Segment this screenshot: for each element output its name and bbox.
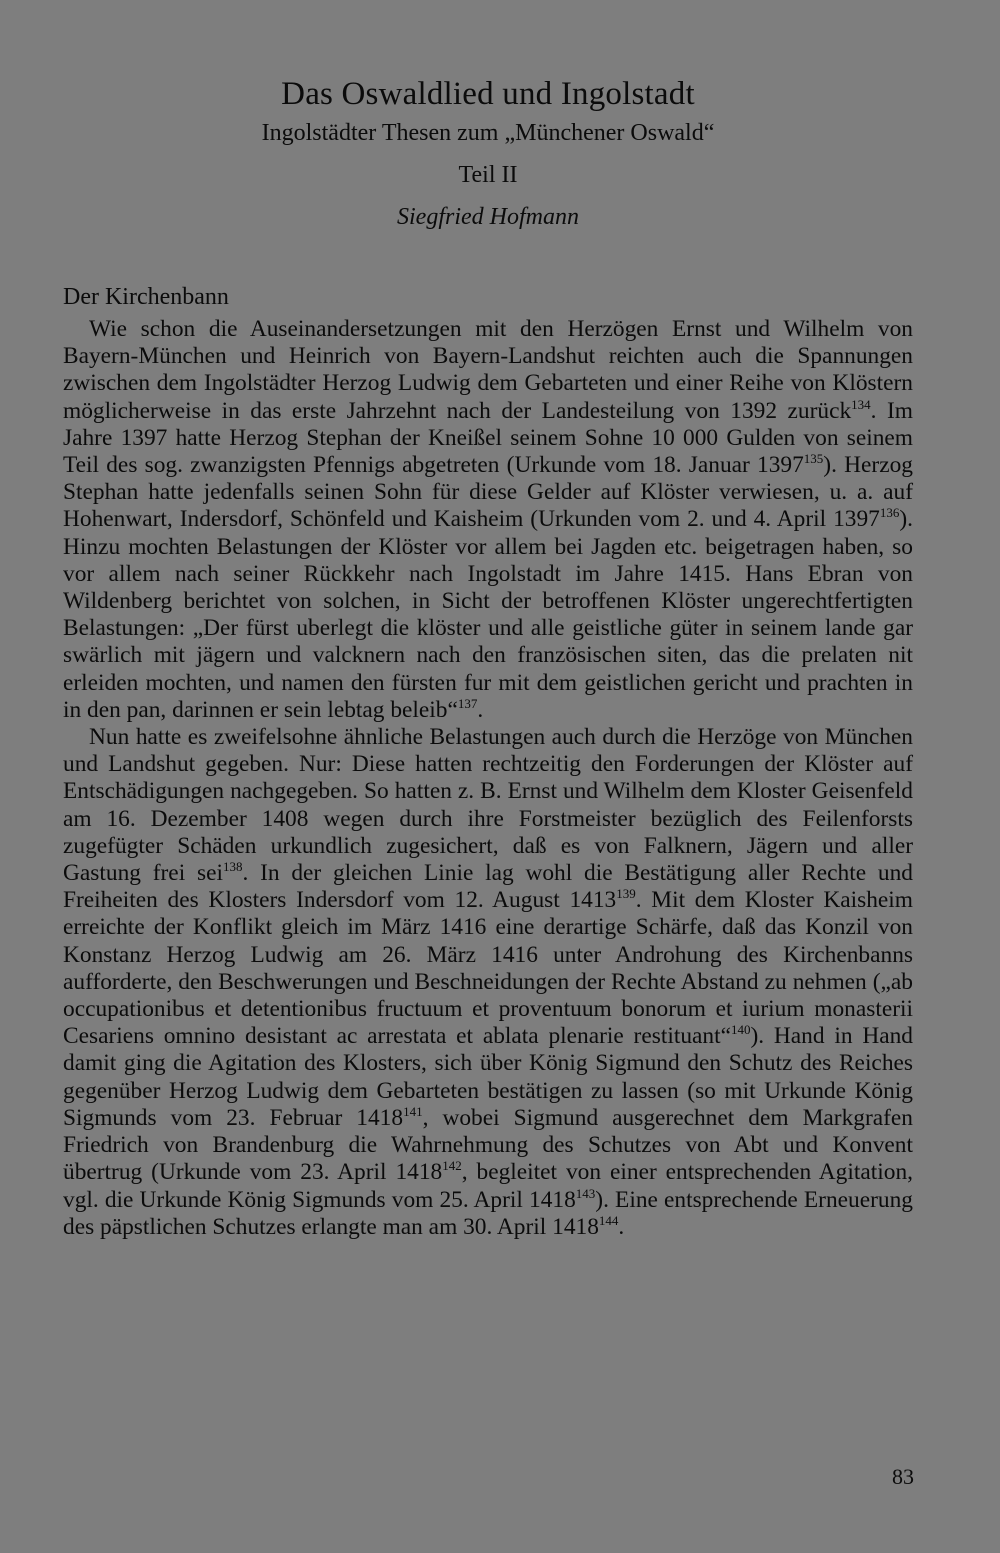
body-paragraph-1: [63, 316, 913, 724]
paragraph-text: ). Eine entsprechende Erneuerung des päpstlichen Schutzes erlangte man am 30. April 1418: [63, 1186, 913, 1240]
paragraph-text: .: [618, 1213, 625, 1240]
paragraph-text: .: [477, 696, 484, 723]
paragraph-text: . Im Jahre 1397 hatte Herzog Stephan der Kneißel seinem Sohne 10 000 Gulden von seinem Teil des sog. zwanzigsten Pfennigs abgetreten (Urkunde vom 18. Januar 1397: [63, 397, 913, 479]
footnote-ref: 143: [575, 1185, 596, 1201]
paragraph-text: , begleitet von einer entsprechenden Agitation, vgl. die Urkunde König Sigmunds vom 25. April 1418: [63, 1159, 913, 1213]
paragraph-text: , wobei Sigmund ausgerechnet dem Markgrafen Friedrich von Brandenburg die Wahrnehmung des Schutzes von Abt und Konvent übertrug (Urkunde vom 23. April 1418: [63, 1104, 913, 1186]
footnote-ref: 136: [879, 505, 900, 521]
body-paragraph-2: [63, 724, 913, 1241]
article-subtitle: Ingolstädter Thesen zum „Münchener Oswald“: [261, 120, 715, 146]
footnote-ref: 141: [403, 1103, 423, 1119]
paragraph-text: Wie schon die Auseinandersetzungen mit den Herzögen Ernst und Wilhelm von Bayern-München und Heinrich von Bayern-Landshut reichten auch die Spannungen zwischen dem Ingolstädter Herzog Ludwig dem Gebarteten und einer Reihe von Klöstern möglicherweise in das erste Jahrzehnt nach der Landesteilung von 1392 zurück: [63, 316, 913, 424]
part-label: Teil II: [458, 162, 518, 188]
footnote-ref: 142: [442, 1158, 462, 1174]
paragraph-text: ). Herzog Stephan hatte jedenfalls seinen Sohn für diese Gelder auf Klöster verwiesen, u. a. auf Hohenwart, Indersdorf, Schönfeld und Kaisheim (Urkunden vom 2. und 4. April 1397: [63, 452, 913, 533]
section-heading: Der Kirchenbann: [63, 284, 229, 310]
author-name: Siegfried Hofmann: [397, 204, 579, 230]
article-title: Das Oswaldlied und Ingolstadt: [281, 76, 695, 112]
footnote-ref: 144: [598, 1212, 619, 1228]
document-page: [63, 72, 913, 1512]
footnote-ref: 137: [457, 695, 478, 711]
footnote-ref: 134: [851, 396, 871, 412]
footnote-ref: 140: [730, 1022, 751, 1038]
footnote-ref: 139: [616, 886, 636, 902]
paragraph-text: . In der gleichen Linie lag wohl die Bestätigung aller Rechte und Freiheiten des Klosters Indersdorf vom 12. August 1413: [63, 860, 913, 914]
paragraph-text: ). Hand in Hand damit ging die Agitation des Klosters, sich über König Sigmund den Schutz des Reiches gegenüber Herzog Ludwig dem Gebarteten bestätigen zu lassen (so mit Urkunde König Sigmunds vom 23. Februar 1418: [63, 1023, 913, 1131]
page-number: 83: [892, 1464, 914, 1489]
paragraph-text: Nun hatte es zweifelsohne ähnliche Belastungen auch durch die Herzöge von München und Landshut gegeben. Nur: Diese hatten rechtzeitig den Forderungen der Klöster auf Entschädigungen nachgegeben. So hatten z. B. Ernst und Wilhelm dem Kloster Geisenfeld am 16. Dezember 1408 wegen durch ihre Forstmeister bezüglich des Feilenforsts zugefügter Schäden urkundlich zugesichert, daß es von Falknern, Jägern und aller Gastung frei sei: [63, 724, 913, 887]
paragraph-text: ). Hinzu mochten Belastungen der Klöster vor allem bei Jagden etc. beigetragen haben, so vor allem nach seiner Rückkehr nach Ingolstadt im Jahre 1415. Hans Ebran von Wildenberg berichtet von solchen, in Sicht der betroffenen Klöster ungerechtfertigten Belastungen: „Der fürst uberlegt die klöster und alle geistliche güter in seinem lande gar swärlich mit jägern und valcknern nach den französischen siten, das die prelaten nit erleiden mochten, und namen den fürsten fur mit dem geistlichen gericht und prachten in in den pan, darinnen er sein lebtag beleib“: [63, 506, 913, 723]
paragraph-text: . Mit dem Kloster Kaisheim erreichte der Konflikt gleich im März 1416 eine derartige Schärfe, daß das Konzil von Konstanz Herzog Ludwig am 26. März 1416 unter Androhung des Kirchenbanns aufforderte, den Beschwerungen und Beschneidungen der Rechte Abstand zu nehmen („ab occupationibus et detentionibus fructuum et proventuum bonorum et iurium monasterii Cesariens omnino desistant ac arrestata et ablata plenarie restituant“: [63, 887, 913, 1050]
footnote-ref: 135: [803, 451, 824, 467]
footnote-ref: 138: [222, 859, 243, 875]
